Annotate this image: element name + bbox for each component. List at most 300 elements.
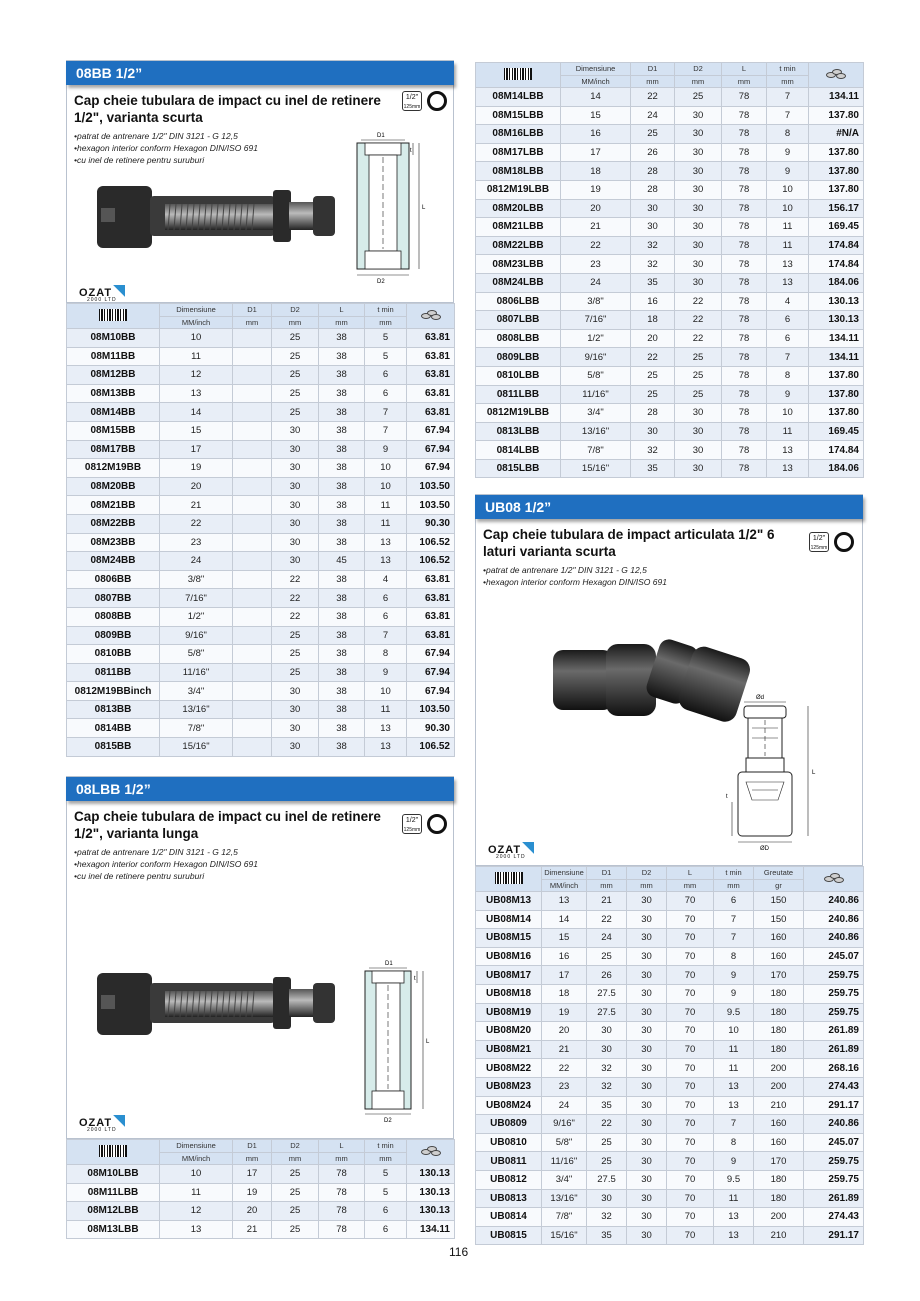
product-code: UB0812 [476,1170,542,1189]
dimension-value: 13 [714,1077,754,1096]
dimension-value: 24 [587,929,627,948]
dimension-value: 38 [319,366,365,385]
hdr-unit: mm [767,75,809,88]
dimension-value: 20 [631,329,675,348]
dimension-value: 12 [160,366,233,385]
product-code: UB08M20 [476,1022,542,1041]
dimension-value: 30 [627,910,667,929]
product-code: 08M10BB [67,329,160,348]
table-row [67,738,455,757]
dimension-value [233,607,272,626]
dimension-value: 78 [722,199,767,218]
table-row [67,533,455,552]
price: 63.81 [407,366,455,385]
size-badge-mm: 125mm [403,827,421,833]
dimension-value: 200 [754,1077,804,1096]
product-code: UB08M17 [476,966,542,985]
price: 240.86 [804,910,864,929]
dimension-value: 30 [675,441,722,460]
hdr-d1: D1 [587,867,627,880]
hdr-unit: mm [675,75,722,88]
dimension-value [233,366,272,385]
price: 137.80 [809,385,864,404]
dimension-value: 22 [272,589,319,608]
dimension-value: 30 [272,459,319,478]
product-code: 08M15BB [67,421,160,440]
dimension-value: 38 [319,329,365,348]
price: 106.52 [407,552,455,571]
dimension-value: 8 [767,366,809,385]
price: 259.75 [804,1003,864,1022]
product-code: UB08M18 [476,984,542,1003]
hdr-mm-inch: MM/inch [160,1152,233,1165]
hdr-mm-inch: MM/inch [561,75,631,88]
dimension-value: 78 [722,180,767,199]
table-row [476,1022,864,1041]
feature-list [476,560,862,588]
table-row [476,1115,864,1134]
price: 169.45 [809,218,864,237]
table-row [67,700,455,719]
dimension-value: 25 [272,366,319,385]
dimension-value: 11 [767,236,809,255]
table-row [67,589,455,608]
table-row [67,366,455,385]
dimension-value: 28 [631,162,675,181]
price: 174.84 [809,236,864,255]
dimension-value: 30 [627,1003,667,1022]
dimension-value: 25 [631,385,675,404]
hdr-gr: gr [754,879,804,892]
dimension-value: 30 [272,421,319,440]
dimension-value: 7/8" [542,1208,587,1227]
dimension-value: 14 [542,910,587,929]
dimension-value: 10 [160,329,233,348]
dimension-value: 17 [542,966,587,985]
price: 291.17 [804,1096,864,1115]
dimension-value: 22 [675,311,722,330]
dimension-value: 70 [667,1059,714,1078]
dimension-value: 160 [754,1133,804,1152]
product-code: UB08M22 [476,1059,542,1078]
price: 67.94 [407,645,455,664]
dimension-value: 12 [160,1202,233,1221]
section-band: UB08 1/2” [475,495,863,519]
universal-socket-photo [551,630,751,740]
price: 63.81 [407,607,455,626]
dimension-value: 13 [365,738,407,757]
dimension-value: 8 [767,125,809,144]
dimension-value: 45 [319,552,365,571]
dimension-value: 38 [319,570,365,589]
dimension-value: 78 [722,348,767,367]
table-row [476,366,864,385]
table-row [476,910,864,929]
price: 134.11 [809,329,864,348]
dimension-value: 13/16" [542,1189,587,1208]
dimension-value: 38 [319,384,365,403]
logo-sub: 2000 LTD [496,854,526,860]
table-row [67,496,455,515]
logo-sub: 2000 LTD [87,1127,117,1133]
product-code: UB08M24 [476,1096,542,1115]
dimension-value: 26 [631,143,675,162]
dimension-value: 38 [319,607,365,626]
table-row [67,347,455,366]
dimension-value: 38 [319,440,365,459]
price: 106.52 [407,738,455,757]
dimension-value: 180 [754,1022,804,1041]
table-row [67,570,455,589]
label-d1: D1 [377,133,385,139]
dimension-value: 180 [754,1003,804,1022]
hdr-d2: D2 [675,63,722,76]
dimension-value: 78 [722,459,767,478]
dimension-value: 38 [319,700,365,719]
hdr-d2: D2 [272,1140,319,1153]
feature-item: • hexagon interior conform Hexagon DIN/ISO 691 [74,858,453,870]
product-code: 0812M19BB [67,459,160,478]
product-code: 0806BB [67,570,160,589]
dimension-value: 30 [272,719,319,738]
dimension-value: 7 [365,421,407,440]
dimension-value: 180 [754,1189,804,1208]
dimension-value: 38 [319,347,365,366]
dimension-value: 22 [587,910,627,929]
hdr-unit: mm [233,316,272,329]
dimension-value [233,682,272,701]
product-code: UB0813 [476,1189,542,1208]
table-row [476,892,864,911]
logo-text: OZAT [488,844,522,856]
dimension-value: 11 [160,1183,233,1202]
dimension-value: 25 [272,1220,319,1239]
dimension-value [233,496,272,515]
table-row [476,404,864,423]
table-row [476,292,864,311]
dimension-value: 1/2" [160,607,233,626]
hdr-unit: mm [587,879,627,892]
table-row [476,966,864,985]
dimension-value: 70 [667,1189,714,1208]
product-code: 08M21LBB [476,218,561,237]
product-code: 08M14LBB [476,88,561,107]
product-code: UB08M21 [476,1040,542,1059]
product-code: UB08M19 [476,1003,542,1022]
dimension-value: 5 [365,329,407,348]
table-row [476,329,864,348]
dimension-value: 30 [627,1059,667,1078]
dimension-value [233,329,272,348]
price: 261.89 [804,1189,864,1208]
dimension-value: 26 [587,966,627,985]
dimension-value: 70 [667,892,714,911]
dimension-value [233,403,272,422]
dimension-value: 15/16" [542,1226,587,1245]
barcode-icon [67,304,160,329]
dimension-value: 17 [233,1165,272,1184]
dimension-value: 30 [675,143,722,162]
table-row [67,607,455,626]
dimension-value: 30 [675,106,722,125]
dimension-value: 21 [561,218,631,237]
product-code: 08M23LBB [476,255,561,274]
feature-list [67,842,453,882]
hdr-unit: mm [631,75,675,88]
price: 240.86 [804,929,864,948]
table-row [67,645,455,664]
dimension-value: 15 [561,106,631,125]
dimension-value: 30 [627,929,667,948]
dimension-value: 5 [365,1183,407,1202]
product-code: 0812M19LBB [476,404,561,423]
price: 90.30 [407,514,455,533]
dimension-value: 16 [561,125,631,144]
dimension-value: 6 [365,1220,407,1239]
dimension-value: 10 [160,1165,233,1184]
table-row [476,1003,864,1022]
table-row [67,626,455,645]
product-code: 0814BB [67,719,160,738]
dimension-value: 13 [767,273,809,292]
dimension-value: 22 [561,236,631,255]
dimension-value: 13 [365,533,407,552]
dimension-value: 22 [631,88,675,107]
size-badge [809,532,829,552]
dimension-value: 11 [767,422,809,441]
dimension-value: 30 [587,1022,627,1041]
dimension-value: 6 [767,329,809,348]
dimension-value [233,459,272,478]
dimension-value: 78 [722,106,767,125]
dimension-value: 16 [542,947,587,966]
price: 63.81 [407,403,455,422]
dimension-value: 5/8" [160,645,233,664]
hdr-d1: D1 [233,1140,272,1153]
hdr-greutate: Greutate [754,867,804,880]
dimension-value: 25 [272,645,319,664]
dimension-value: 9 [365,440,407,459]
dimension-value: 25 [587,947,627,966]
hexagon-icon [427,814,447,834]
price: 106.52 [407,533,455,552]
dimension-value: 38 [319,719,365,738]
price: 67.94 [407,682,455,701]
hdr-unit: mm [365,1152,407,1165]
dimension-value: 78 [319,1183,365,1202]
dimension-value: 13/16" [561,422,631,441]
dimension-value: 9 [767,143,809,162]
dimension-value: 30 [627,1170,667,1189]
dimension-value: 4 [365,570,407,589]
price-coins-icon [809,63,864,88]
dimension-value: 7 [767,106,809,125]
dimension-value: 11/16" [160,663,233,682]
dimension-value: 38 [319,533,365,552]
dimension-value: 30 [627,1226,667,1245]
dimension-value: 20 [160,477,233,496]
table-body [476,88,864,478]
product-code: 08M16LBB [476,125,561,144]
table-row [476,236,864,255]
dimension-value: 70 [667,1022,714,1041]
dimension-value: 25 [272,663,319,682]
table-body [67,1165,455,1239]
hdr-dimensiune: Dimensiune [160,1140,233,1153]
table-body [67,329,455,757]
hdr-unit: mm [365,316,407,329]
socket-drawing [357,957,447,1127]
dimension-value: 9 [767,385,809,404]
dimension-value: 8 [365,645,407,664]
section-ub08 [475,494,863,866]
table-row [476,929,864,948]
dimension-value: 150 [754,910,804,929]
dimension-value: 11 [160,347,233,366]
product-code: 0807LBB [476,311,561,330]
dimension-value: 30 [627,1096,667,1115]
dimension-value: 11 [714,1059,754,1078]
table-08lbb-part1 [66,1139,455,1239]
dimension-value: 9.5 [714,1003,754,1022]
size-badge [402,814,422,834]
price: 245.07 [804,947,864,966]
product-code: 08M14BB [67,403,160,422]
hdr-unit: mm [714,879,754,892]
table-row [67,1220,455,1239]
dimension-value: 160 [754,1115,804,1134]
dimension-value: 6 [365,589,407,608]
dimension-value: 9 [714,966,754,985]
product-code: 08M13BB [67,384,160,403]
dimension-value: 35 [631,459,675,478]
dimension-value: 25 [675,366,722,385]
dimension-value: 160 [754,929,804,948]
table-row [476,348,864,367]
product-code: UB0810 [476,1133,542,1152]
price: 156.17 [809,199,864,218]
dimension-value [233,514,272,533]
dimension-value: 30 [631,218,675,237]
hdr-d2: D2 [272,304,319,317]
logo-mark-icon [113,285,125,297]
dimension-value: 18 [631,311,675,330]
dimension-value: 6 [714,892,754,911]
hdr-d1: D1 [233,304,272,317]
dimension-value: 25 [272,384,319,403]
hdr-tmin: t min [365,304,407,317]
dimension-value: 6 [365,384,407,403]
dimension-value: 24 [561,273,631,292]
dimension-value: 28 [631,180,675,199]
dimension-value: 7 [714,910,754,929]
price: 63.81 [407,329,455,348]
table-row [476,1059,864,1078]
dimension-value: 13 [365,552,407,571]
price: 259.75 [804,1170,864,1189]
dimension-value: 38 [319,421,365,440]
dimension-value: 38 [319,459,365,478]
table-row [476,1133,864,1152]
dimension-value [233,347,272,366]
table-body [476,892,864,1245]
dimension-value: 9 [714,1152,754,1171]
dimension-value: 78 [319,1202,365,1221]
dimension-value: 21 [160,496,233,515]
product-code: 0815BB [67,738,160,757]
page-number: 116 [449,1245,469,1259]
dimension-value: 7 [714,1115,754,1134]
dimension-value: 70 [667,1170,714,1189]
dimension-value: 35 [631,273,675,292]
product-code: 0815LBB [476,459,561,478]
dimension-value: 38 [319,496,365,515]
table-row [67,459,455,478]
price: 184.06 [809,459,864,478]
dimension-value: 30 [627,1152,667,1171]
dimension-value: 210 [754,1226,804,1245]
hdr-l: L [667,867,714,880]
table-row [67,663,455,682]
dimension-value [233,626,272,645]
dimension-value: 24 [160,552,233,571]
dimension-value: 30 [675,162,722,181]
product-code: 08M22LBB [476,236,561,255]
dimension-value: 19 [233,1183,272,1202]
size-badge-fraction: 1/2" [405,817,419,824]
dimension-value: 7/16" [160,589,233,608]
product-code: 0812M19LBB [476,180,561,199]
dimension-value: 25 [272,329,319,348]
product-code: UB08M13 [476,892,542,911]
dimension-value: 13 [714,1208,754,1227]
hdr-tmin: t min [714,867,754,880]
feature-item: • patrat de antrenare 1/2" DIN 3121 - G 12,5 [74,130,453,142]
product-code: 08M18LBB [476,162,561,181]
dimension-value: 9 [767,162,809,181]
size-badge-fraction: 1/2" [405,94,419,101]
hdr-l: L [722,63,767,76]
hdr-tmin: t min [365,1140,407,1153]
dimension-value: 13 [767,459,809,478]
dimension-value: 22 [675,329,722,348]
dimension-value: 25 [675,385,722,404]
dimension-value: 200 [754,1208,804,1227]
price: 137.80 [809,143,864,162]
dimension-value: 78 [722,404,767,423]
dimension-value: 4 [767,292,809,311]
price: 268.16 [804,1059,864,1078]
dimension-value: 21 [542,1040,587,1059]
dimension-value: 10 [767,199,809,218]
price: 130.13 [809,311,864,330]
dimension-value: 11 [714,1040,754,1059]
dimension-value: 25 [631,125,675,144]
ozat-logo [488,842,534,860]
feature-item: • patrat de antrenare 1/2" DIN 3121 - G 12,5 [483,564,862,576]
dimension-value: 30 [675,218,722,237]
dimension-value: 70 [667,1133,714,1152]
dimension-value: 7/8" [160,719,233,738]
logo-sub: 2000 LTD [87,297,117,303]
price: 103.50 [407,496,455,515]
dimension-value: 78 [722,366,767,385]
dimension-value: 38 [319,589,365,608]
table-row [67,682,455,701]
dimension-value: 21 [233,1220,272,1239]
hdr-unit: mm [667,879,714,892]
dimension-value: 10 [365,682,407,701]
